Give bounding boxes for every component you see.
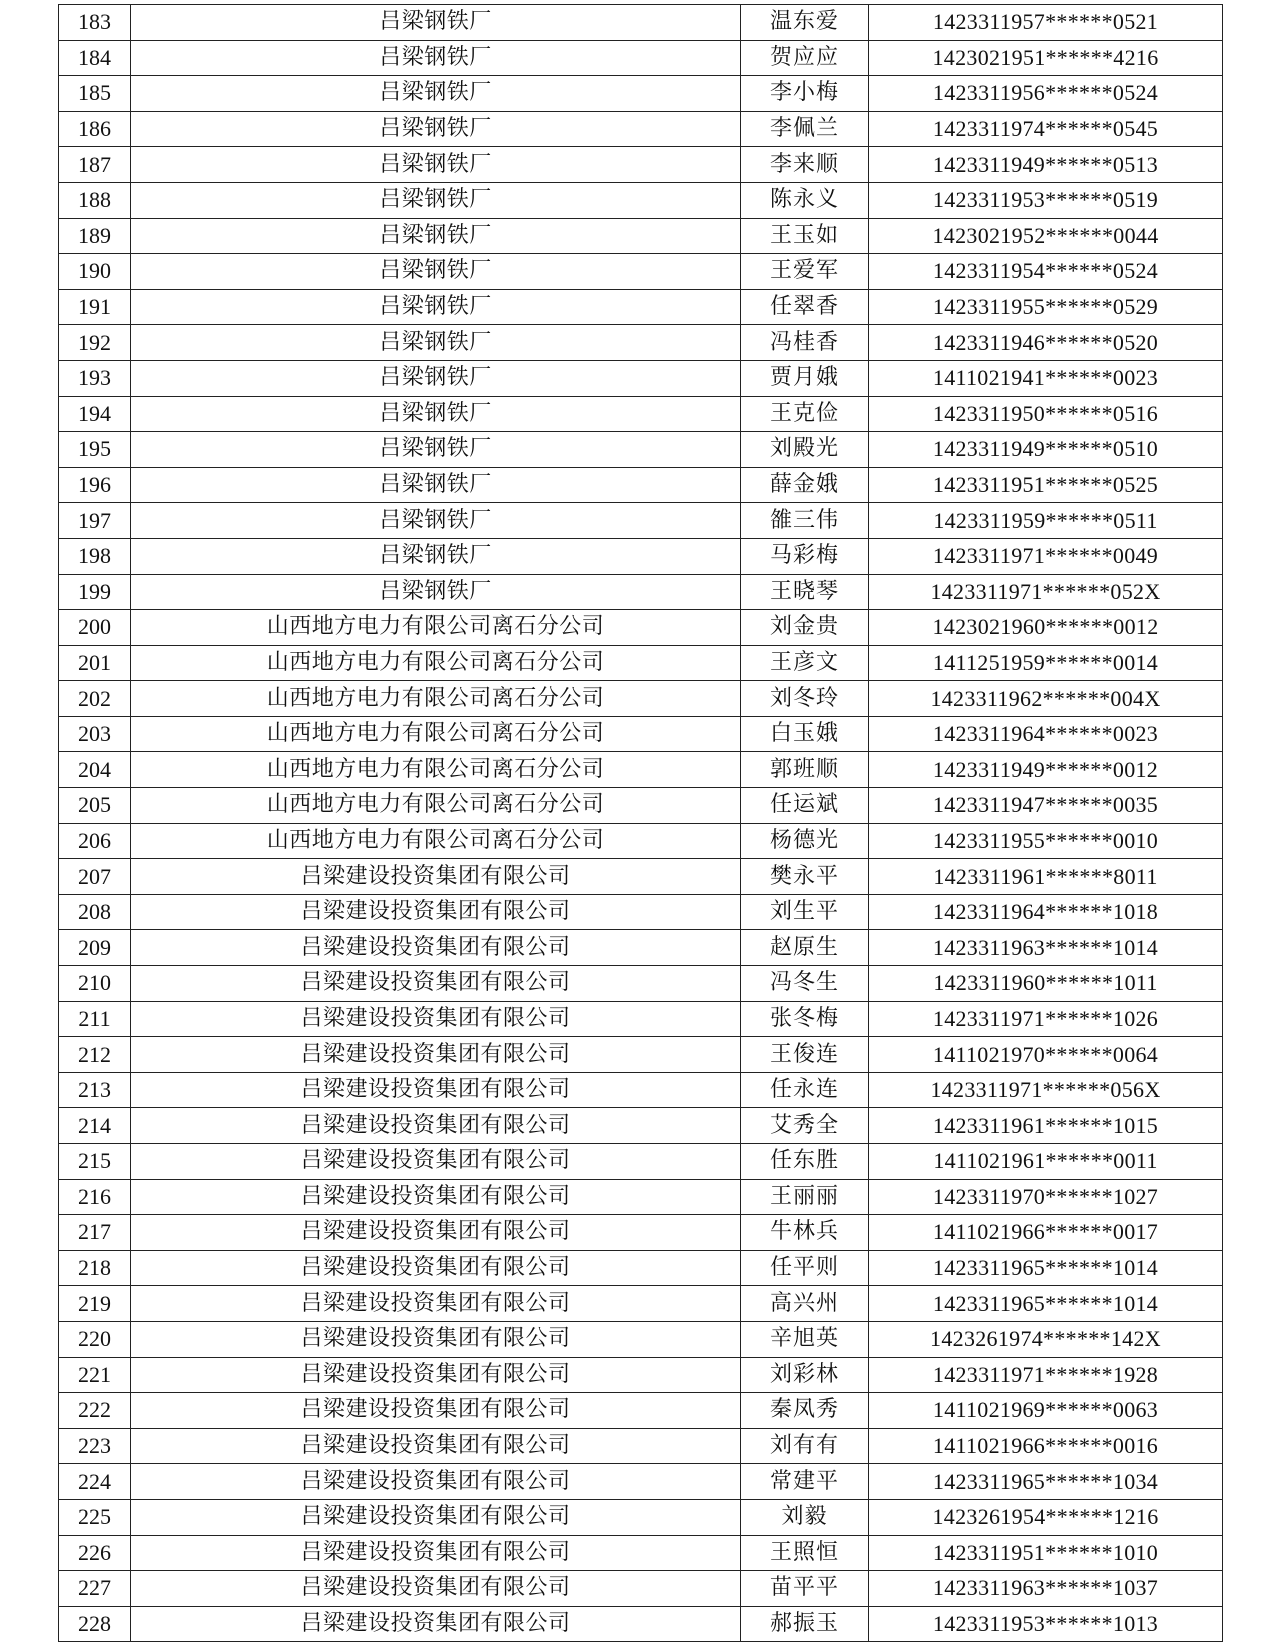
unit-name-cell: 吕梁钢铁厂 — [131, 325, 741, 361]
table-row — [59, 1072, 1223, 1108]
unit-name-cell: 吕梁建设投资集团有限公司 — [131, 1108, 741, 1144]
id-number-cell: 1423311971******1928 — [869, 1357, 1223, 1393]
person-name-cell: 艾秀全 — [741, 1108, 869, 1144]
id-number-cell: 1411021966******0017 — [869, 1215, 1223, 1251]
table-row — [59, 289, 1223, 325]
table-row — [59, 1179, 1223, 1215]
row-number-cell: 200 — [59, 610, 131, 646]
person-name-cell: 贾月娥 — [741, 360, 869, 396]
table-row — [59, 40, 1223, 76]
unit-name-cell: 吕梁建设投资集团有限公司 — [131, 1144, 741, 1180]
unit-name-cell: 吕梁建设投资集团有限公司 — [131, 859, 741, 895]
table-row — [59, 1215, 1223, 1251]
unit-name-cell: 吕梁建设投资集团有限公司 — [131, 1606, 741, 1642]
table-row — [59, 396, 1223, 432]
row-number-cell: 197 — [59, 503, 131, 539]
id-number-cell: 1423311959******0511 — [869, 503, 1223, 539]
person-name-cell: 王克俭 — [741, 396, 869, 432]
person-name-cell: 苗平平 — [741, 1571, 869, 1607]
person-name-cell: 张冬梅 — [741, 1001, 869, 1037]
row-number-cell: 199 — [59, 574, 131, 610]
id-number-cell: 1423311949******0012 — [869, 752, 1223, 788]
person-name-cell: 刘有有 — [741, 1428, 869, 1464]
person-name-cell: 王爱军 — [741, 254, 869, 290]
row-number-cell: 191 — [59, 289, 131, 325]
unit-name-cell: 山西地方电力有限公司离石分公司 — [131, 752, 741, 788]
id-number-cell: 1423311951******1010 — [869, 1535, 1223, 1571]
unit-name-cell: 吕梁建设投资集团有限公司 — [131, 1215, 741, 1251]
id-number-cell: 1423311963******1037 — [869, 1571, 1223, 1607]
row-number-cell: 214 — [59, 1108, 131, 1144]
person-name-cell: 高兴州 — [741, 1286, 869, 1322]
id-number-cell: 1423311965******1014 — [869, 1250, 1223, 1286]
unit-name-cell: 吕梁钢铁厂 — [131, 218, 741, 254]
row-number-cell: 184 — [59, 40, 131, 76]
id-number-cell: 1423311964******1018 — [869, 894, 1223, 930]
id-number-cell: 1423311953******1013 — [869, 1606, 1223, 1642]
person-name-cell: 赵原生 — [741, 930, 869, 966]
table-row — [59, 360, 1223, 396]
row-number-cell: 198 — [59, 538, 131, 574]
id-number-cell: 1423311961******8011 — [869, 859, 1223, 895]
row-number-cell: 221 — [59, 1357, 131, 1393]
table-row — [59, 610, 1223, 646]
table-row — [59, 147, 1223, 183]
table-row — [59, 1535, 1223, 1571]
person-name-cell: 冯桂香 — [741, 325, 869, 361]
row-number-cell: 206 — [59, 823, 131, 859]
id-number-cell: 1423311964******0023 — [869, 716, 1223, 752]
person-name-cell: 雒三伟 — [741, 503, 869, 539]
person-name-cell: 李佩兰 — [741, 111, 869, 147]
table-row — [59, 645, 1223, 681]
id-number-cell: 1423021951******4216 — [869, 40, 1223, 76]
id-number-cell: 1423261954******1216 — [869, 1499, 1223, 1535]
table-row — [59, 218, 1223, 254]
unit-name-cell: 吕梁建设投资集团有限公司 — [131, 1357, 741, 1393]
table-row — [59, 574, 1223, 610]
id-number-cell: 1423311951******0525 — [869, 467, 1223, 503]
unit-name-cell: 吕梁建设投资集团有限公司 — [131, 1464, 741, 1500]
row-number-cell: 215 — [59, 1144, 131, 1180]
person-name-cell: 任运斌 — [741, 788, 869, 824]
unit-name-cell: 吕梁钢铁厂 — [131, 5, 741, 41]
row-number-cell: 219 — [59, 1286, 131, 1322]
row-number-cell: 187 — [59, 147, 131, 183]
row-number-cell: 183 — [59, 5, 131, 41]
table-row — [59, 1606, 1223, 1642]
unit-name-cell: 山西地方电力有限公司离石分公司 — [131, 645, 741, 681]
table-row — [59, 1393, 1223, 1429]
person-name-cell: 任东胜 — [741, 1144, 869, 1180]
person-name-cell: 王丽丽 — [741, 1179, 869, 1215]
unit-name-cell: 吕梁建设投资集团有限公司 — [131, 930, 741, 966]
table-row — [59, 1108, 1223, 1144]
row-number-cell: 209 — [59, 930, 131, 966]
person-name-cell: 辛旭英 — [741, 1321, 869, 1357]
table-row — [59, 1571, 1223, 1607]
person-name-cell: 郝振玉 — [741, 1606, 869, 1642]
id-number-cell: 1423311954******0524 — [869, 254, 1223, 290]
person-name-cell: 刘生平 — [741, 894, 869, 930]
id-number-cell: 1423311953******0519 — [869, 182, 1223, 218]
person-name-cell: 任翠香 — [741, 289, 869, 325]
id-number-cell: 1423311955******0010 — [869, 823, 1223, 859]
person-name-cell: 王晓琴 — [741, 574, 869, 610]
unit-name-cell: 吕梁钢铁厂 — [131, 111, 741, 147]
table-row — [59, 5, 1223, 41]
row-number-cell: 227 — [59, 1571, 131, 1607]
unit-name-cell: 山西地方电力有限公司离石分公司 — [131, 610, 741, 646]
id-number-cell: 1423311971******0049 — [869, 538, 1223, 574]
id-number-cell: 1423311970******1027 — [869, 1179, 1223, 1215]
table-row — [59, 681, 1223, 717]
person-name-cell: 马彩梅 — [741, 538, 869, 574]
id-number-cell: 1423311949******0513 — [869, 147, 1223, 183]
person-name-cell: 白玉娥 — [741, 716, 869, 752]
unit-name-cell: 吕梁钢铁厂 — [131, 574, 741, 610]
table-row — [59, 432, 1223, 468]
id-number-cell: 1423261974******142X — [869, 1321, 1223, 1357]
table-row — [59, 1001, 1223, 1037]
document-page — [58, 4, 1222, 1642]
row-number-cell: 195 — [59, 432, 131, 468]
id-number-cell: 1411021969******0063 — [869, 1393, 1223, 1429]
row-number-cell: 223 — [59, 1428, 131, 1464]
unit-name-cell: 吕梁建设投资集团有限公司 — [131, 1571, 741, 1607]
id-number-cell: 1423311971******056X — [869, 1072, 1223, 1108]
id-number-cell: 1423021952******0044 — [869, 218, 1223, 254]
roster-table — [58, 4, 1223, 1642]
table-row — [59, 1250, 1223, 1286]
id-number-cell: 1411021966******0016 — [869, 1428, 1223, 1464]
id-number-cell: 1423311971******1026 — [869, 1001, 1223, 1037]
row-number-cell: 225 — [59, 1499, 131, 1535]
unit-name-cell: 吕梁钢铁厂 — [131, 254, 741, 290]
unit-name-cell: 吕梁钢铁厂 — [131, 182, 741, 218]
id-number-cell: 1423311960******1011 — [869, 966, 1223, 1002]
unit-name-cell: 吕梁钢铁厂 — [131, 503, 741, 539]
person-name-cell: 樊永平 — [741, 859, 869, 895]
row-number-cell: 207 — [59, 859, 131, 895]
unit-name-cell: 吕梁建设投资集团有限公司 — [131, 1037, 741, 1073]
table-row — [59, 752, 1223, 788]
id-number-cell: 1423311961******1015 — [869, 1108, 1223, 1144]
id-number-cell: 1423311946******0520 — [869, 325, 1223, 361]
person-name-cell: 刘毅 — [741, 1499, 869, 1535]
unit-name-cell: 吕梁钢铁厂 — [131, 396, 741, 432]
row-number-cell: 202 — [59, 681, 131, 717]
person-name-cell: 刘彩林 — [741, 1357, 869, 1393]
row-number-cell: 201 — [59, 645, 131, 681]
id-number-cell: 1411021970******0064 — [869, 1037, 1223, 1073]
row-number-cell: 222 — [59, 1393, 131, 1429]
unit-name-cell: 吕梁建设投资集团有限公司 — [131, 1428, 741, 1464]
table-row — [59, 1499, 1223, 1535]
person-name-cell: 郭班顺 — [741, 752, 869, 788]
unit-name-cell: 吕梁钢铁厂 — [131, 467, 741, 503]
row-number-cell: 211 — [59, 1001, 131, 1037]
person-name-cell: 常建平 — [741, 1464, 869, 1500]
id-number-cell: 1411021941******0023 — [869, 360, 1223, 396]
table-row — [59, 930, 1223, 966]
table-row — [59, 1464, 1223, 1500]
row-number-cell: 216 — [59, 1179, 131, 1215]
table-row — [59, 894, 1223, 930]
table-row — [59, 325, 1223, 361]
row-number-cell: 188 — [59, 182, 131, 218]
row-number-cell: 208 — [59, 894, 131, 930]
table-row — [59, 788, 1223, 824]
unit-name-cell: 吕梁建设投资集团有限公司 — [131, 966, 741, 1002]
id-number-cell: 1423311962******004X — [869, 681, 1223, 717]
person-name-cell: 贺应应 — [741, 40, 869, 76]
roster-table-body — [59, 5, 1223, 1642]
person-name-cell: 王彦文 — [741, 645, 869, 681]
row-number-cell: 228 — [59, 1606, 131, 1642]
unit-name-cell: 吕梁建设投资集团有限公司 — [131, 1499, 741, 1535]
table-row — [59, 538, 1223, 574]
id-number-cell: 1423311971******052X — [869, 574, 1223, 610]
id-number-cell: 1423021960******0012 — [869, 610, 1223, 646]
table-row — [59, 182, 1223, 218]
person-name-cell: 王照恒 — [741, 1535, 869, 1571]
table-row — [59, 503, 1223, 539]
person-name-cell: 任永连 — [741, 1072, 869, 1108]
table-row — [59, 111, 1223, 147]
table-row — [59, 1144, 1223, 1180]
row-number-cell: 212 — [59, 1037, 131, 1073]
unit-name-cell: 吕梁钢铁厂 — [131, 147, 741, 183]
id-number-cell: 1423311957******0521 — [869, 5, 1223, 41]
id-number-cell: 1423311965******1034 — [869, 1464, 1223, 1500]
id-number-cell: 1411251959******0014 — [869, 645, 1223, 681]
row-number-cell: 218 — [59, 1250, 131, 1286]
row-number-cell: 213 — [59, 1072, 131, 1108]
unit-name-cell: 山西地方电力有限公司离石分公司 — [131, 716, 741, 752]
table-row — [59, 823, 1223, 859]
table-row — [59, 1321, 1223, 1357]
table-row — [59, 1357, 1223, 1393]
id-number-cell: 1423311963******1014 — [869, 930, 1223, 966]
table-row — [59, 966, 1223, 1002]
row-number-cell: 186 — [59, 111, 131, 147]
table-row — [59, 76, 1223, 112]
row-number-cell: 210 — [59, 966, 131, 1002]
table-row — [59, 859, 1223, 895]
person-name-cell: 陈永义 — [741, 182, 869, 218]
id-number-cell: 1423311974******0545 — [869, 111, 1223, 147]
person-name-cell: 秦凤秀 — [741, 1393, 869, 1429]
person-name-cell: 薛金娥 — [741, 467, 869, 503]
person-name-cell: 杨德光 — [741, 823, 869, 859]
unit-name-cell: 吕梁建设投资集团有限公司 — [131, 1001, 741, 1037]
row-number-cell: 185 — [59, 76, 131, 112]
id-number-cell: 1411021961******0011 — [869, 1144, 1223, 1180]
unit-name-cell: 吕梁建设投资集团有限公司 — [131, 1286, 741, 1322]
table-row — [59, 1286, 1223, 1322]
row-number-cell: 189 — [59, 218, 131, 254]
row-number-cell: 196 — [59, 467, 131, 503]
id-number-cell: 1423311950******0516 — [869, 396, 1223, 432]
unit-name-cell: 山西地方电力有限公司离石分公司 — [131, 823, 741, 859]
row-number-cell: 194 — [59, 396, 131, 432]
person-name-cell: 刘冬玲 — [741, 681, 869, 717]
table-row — [59, 716, 1223, 752]
unit-name-cell: 吕梁建设投资集团有限公司 — [131, 894, 741, 930]
table-row — [59, 467, 1223, 503]
unit-name-cell: 吕梁钢铁厂 — [131, 40, 741, 76]
person-name-cell: 王俊连 — [741, 1037, 869, 1073]
row-number-cell: 205 — [59, 788, 131, 824]
row-number-cell: 226 — [59, 1535, 131, 1571]
unit-name-cell: 吕梁钢铁厂 — [131, 360, 741, 396]
person-name-cell: 刘金贵 — [741, 610, 869, 646]
unit-name-cell: 吕梁钢铁厂 — [131, 432, 741, 468]
unit-name-cell: 山西地方电力有限公司离石分公司 — [131, 788, 741, 824]
row-number-cell: 204 — [59, 752, 131, 788]
table-row — [59, 1428, 1223, 1464]
row-number-cell: 220 — [59, 1321, 131, 1357]
id-number-cell: 1423311947******0035 — [869, 788, 1223, 824]
unit-name-cell: 吕梁建设投资集团有限公司 — [131, 1072, 741, 1108]
row-number-cell: 224 — [59, 1464, 131, 1500]
person-name-cell: 任平则 — [741, 1250, 869, 1286]
unit-name-cell: 吕梁钢铁厂 — [131, 538, 741, 574]
row-number-cell: 203 — [59, 716, 131, 752]
row-number-cell: 193 — [59, 360, 131, 396]
unit-name-cell: 山西地方电力有限公司离石分公司 — [131, 681, 741, 717]
row-number-cell: 217 — [59, 1215, 131, 1251]
unit-name-cell: 吕梁建设投资集团有限公司 — [131, 1179, 741, 1215]
person-name-cell: 王玉如 — [741, 218, 869, 254]
unit-name-cell: 吕梁钢铁厂 — [131, 289, 741, 325]
person-name-cell: 李来顺 — [741, 147, 869, 183]
id-number-cell: 1423311949******0510 — [869, 432, 1223, 468]
table-row — [59, 1037, 1223, 1073]
id-number-cell: 1423311955******0529 — [869, 289, 1223, 325]
person-name-cell: 牛林兵 — [741, 1215, 869, 1251]
unit-name-cell: 吕梁钢铁厂 — [131, 76, 741, 112]
unit-name-cell: 吕梁建设投资集团有限公司 — [131, 1393, 741, 1429]
row-number-cell: 190 — [59, 254, 131, 290]
unit-name-cell: 吕梁建设投资集团有限公司 — [131, 1250, 741, 1286]
id-number-cell: 1423311956******0524 — [869, 76, 1223, 112]
person-name-cell: 冯冬生 — [741, 966, 869, 1002]
person-name-cell: 温东爱 — [741, 5, 869, 41]
row-number-cell: 192 — [59, 325, 131, 361]
unit-name-cell: 吕梁建设投资集团有限公司 — [131, 1535, 741, 1571]
person-name-cell: 刘殿光 — [741, 432, 869, 468]
id-number-cell: 1423311965******1014 — [869, 1286, 1223, 1322]
unit-name-cell: 吕梁建设投资集团有限公司 — [131, 1321, 741, 1357]
person-name-cell: 李小梅 — [741, 76, 869, 112]
table-row — [59, 254, 1223, 290]
